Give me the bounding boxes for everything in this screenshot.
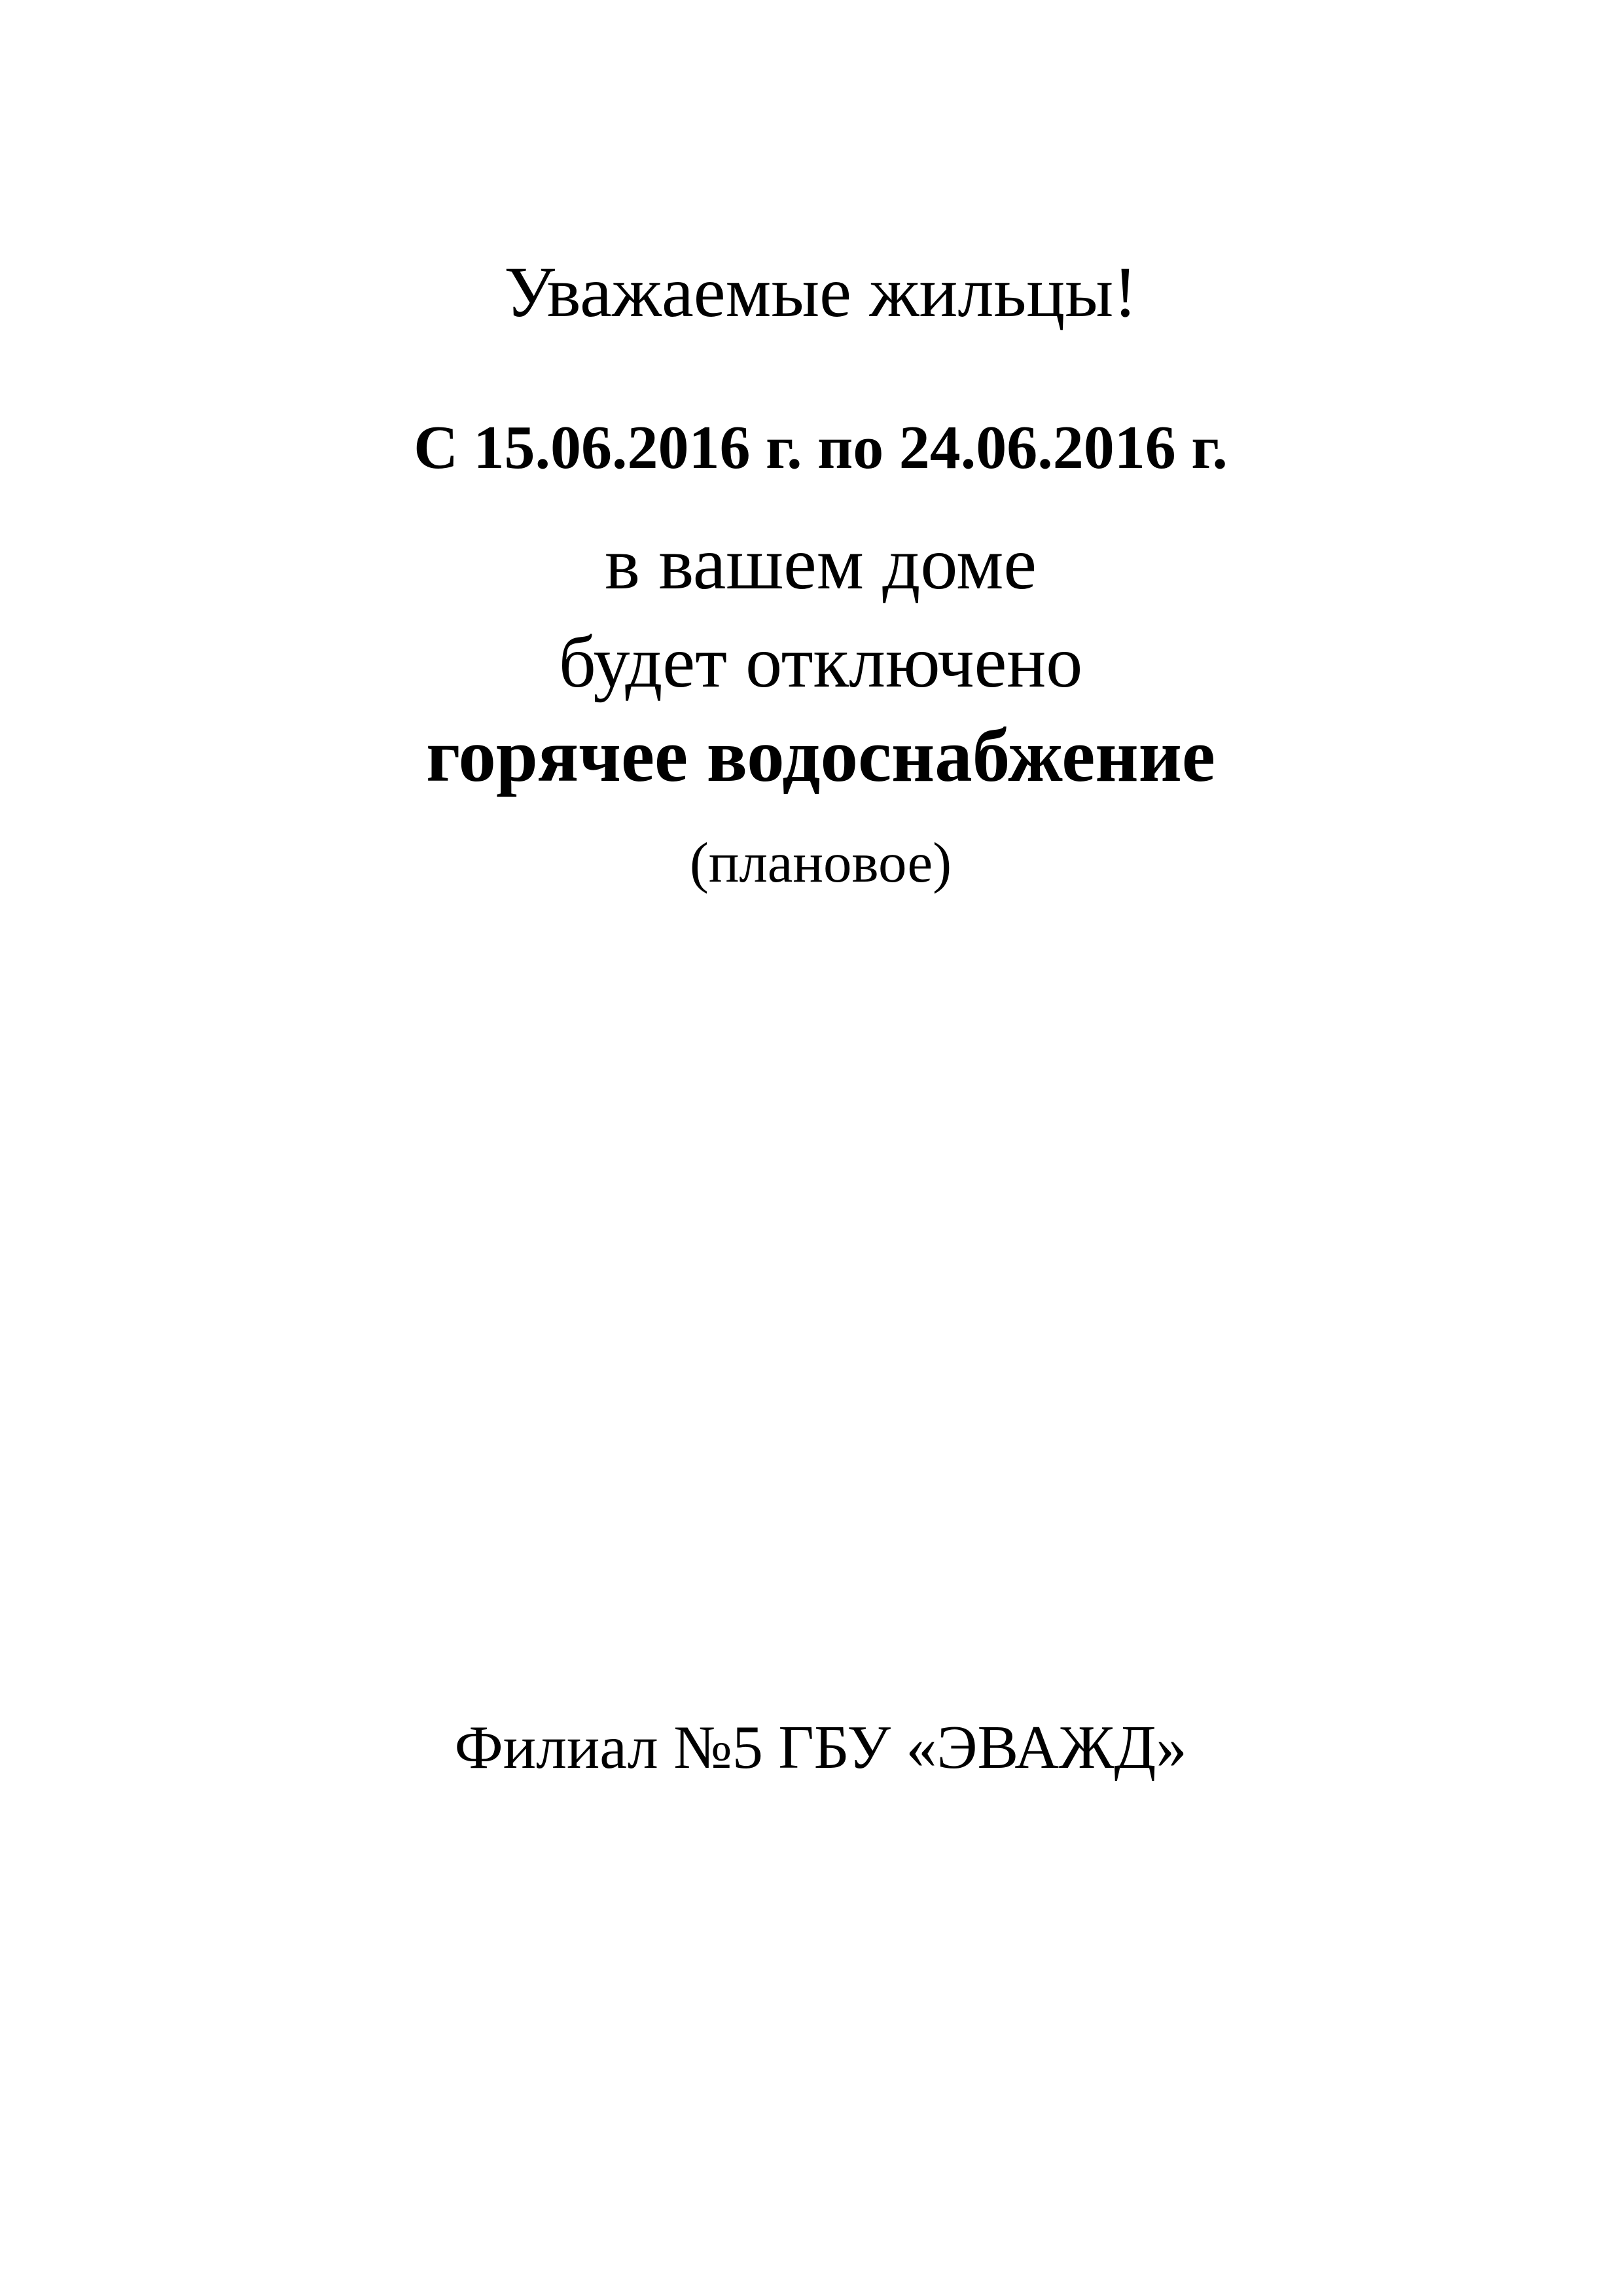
notice-service-text: горячее водоснабжение: [426, 714, 1215, 797]
notice-date-range: С 15.06.2016 г. по 24.06.2016 г.: [414, 414, 1228, 482]
notice-title: Уважаемые жильцы!: [504, 252, 1137, 332]
notice-footer-organization: Филиал №5 ГБУ «ЭВАЖД»: [454, 1713, 1187, 1782]
notice-action-text: будет отключено: [558, 622, 1083, 703]
notice-location-text: в вашем доме: [605, 522, 1037, 605]
notice-planned-note: (плановое): [689, 831, 952, 894]
